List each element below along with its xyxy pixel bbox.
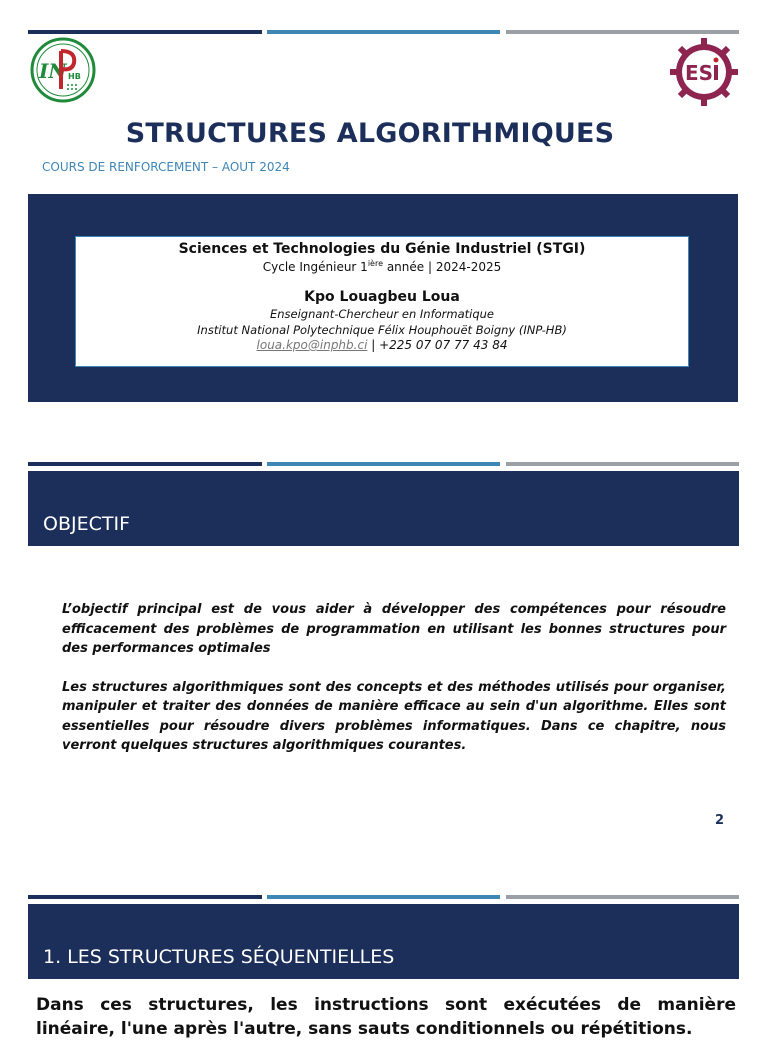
phone-number: | +225 07 07 77 43 84 bbox=[367, 338, 508, 352]
top-bar-navy bbox=[28, 30, 262, 34]
slide3-bar-navy bbox=[28, 895, 262, 899]
top-bar-grey bbox=[506, 30, 739, 34]
esi-logo bbox=[670, 38, 738, 106]
email-link[interactable]: loua.kpo@inphb.ci bbox=[256, 338, 368, 352]
author-info-box bbox=[75, 236, 689, 367]
slide2-bar-navy bbox=[28, 462, 262, 466]
cycle-suffix: année | 2024-2025 bbox=[383, 260, 502, 274]
program-name: Sciences et Technologies du Génie Industriel (STGI) bbox=[178, 241, 586, 257]
top-bar-blue bbox=[267, 30, 500, 34]
slide3-bar-grey bbox=[506, 895, 739, 899]
sequential-heading: 1. LES STRUCTURES SÉQUENTIELLES bbox=[43, 946, 395, 968]
page-title: STRUCTURES ALGORITHMIQUES bbox=[125, 118, 615, 149]
slide3-bar-blue bbox=[267, 895, 500, 899]
course-subtitle: COURS DE RENFORCEMENT – AOUT 2024 bbox=[42, 160, 290, 174]
sequential-body: Dans ces structures, les instructions sont exécutées de manière linéaire, l'une après l'autre, sans sauts conditionnels ou répétitions. bbox=[36, 995, 736, 1039]
slide2-bar-blue bbox=[267, 462, 500, 466]
author-name: Kpo Louagbeu Loua bbox=[304, 289, 460, 305]
objectif-body bbox=[62, 600, 726, 775]
objectif-paragraph-2: Les structures algorithmiques sont des concepts et des méthodes utilisés pour organiser, manipuler et traiter des données de manière efficace au sein d'un algorithme. Elles sont essentielles pour résoudre divers problèmes informatiques. Dans ce chapitre, nous verront quelques structures algorithmiques courantes. bbox=[62, 679, 726, 753]
author-institution: Institut National Polytechnique Félix Houphouët Boigny (INP-HB) bbox=[197, 323, 567, 337]
cycle-sup: ière bbox=[367, 259, 384, 268]
sequential-header bbox=[28, 904, 739, 979]
author-role: Enseignant-Chercheur en Informatique bbox=[269, 307, 494, 321]
contact-line bbox=[76, 338, 688, 352]
objectif-heading: OBJECTIF bbox=[43, 513, 131, 535]
cycle-line bbox=[76, 259, 688, 274]
page-number: 2 bbox=[715, 813, 725, 828]
svg-text:IN: IN bbox=[39, 59, 67, 83]
objectif-header bbox=[28, 471, 739, 546]
svg-text:HB: HB bbox=[68, 72, 81, 81]
slide2-bar-grey bbox=[506, 462, 739, 466]
inphb-logo bbox=[30, 37, 96, 103]
cycle-prefix: Cycle Ingénieur 1 bbox=[262, 260, 368, 274]
svg-text:ES: ES bbox=[685, 61, 714, 85]
objectif-paragraph-1: L’objectif principal est de vous aider à développer des compétences pour résoudre efficacement des problèmes de programmation en utilisant les bonnes structures pour des performances optimales bbox=[62, 602, 726, 656]
